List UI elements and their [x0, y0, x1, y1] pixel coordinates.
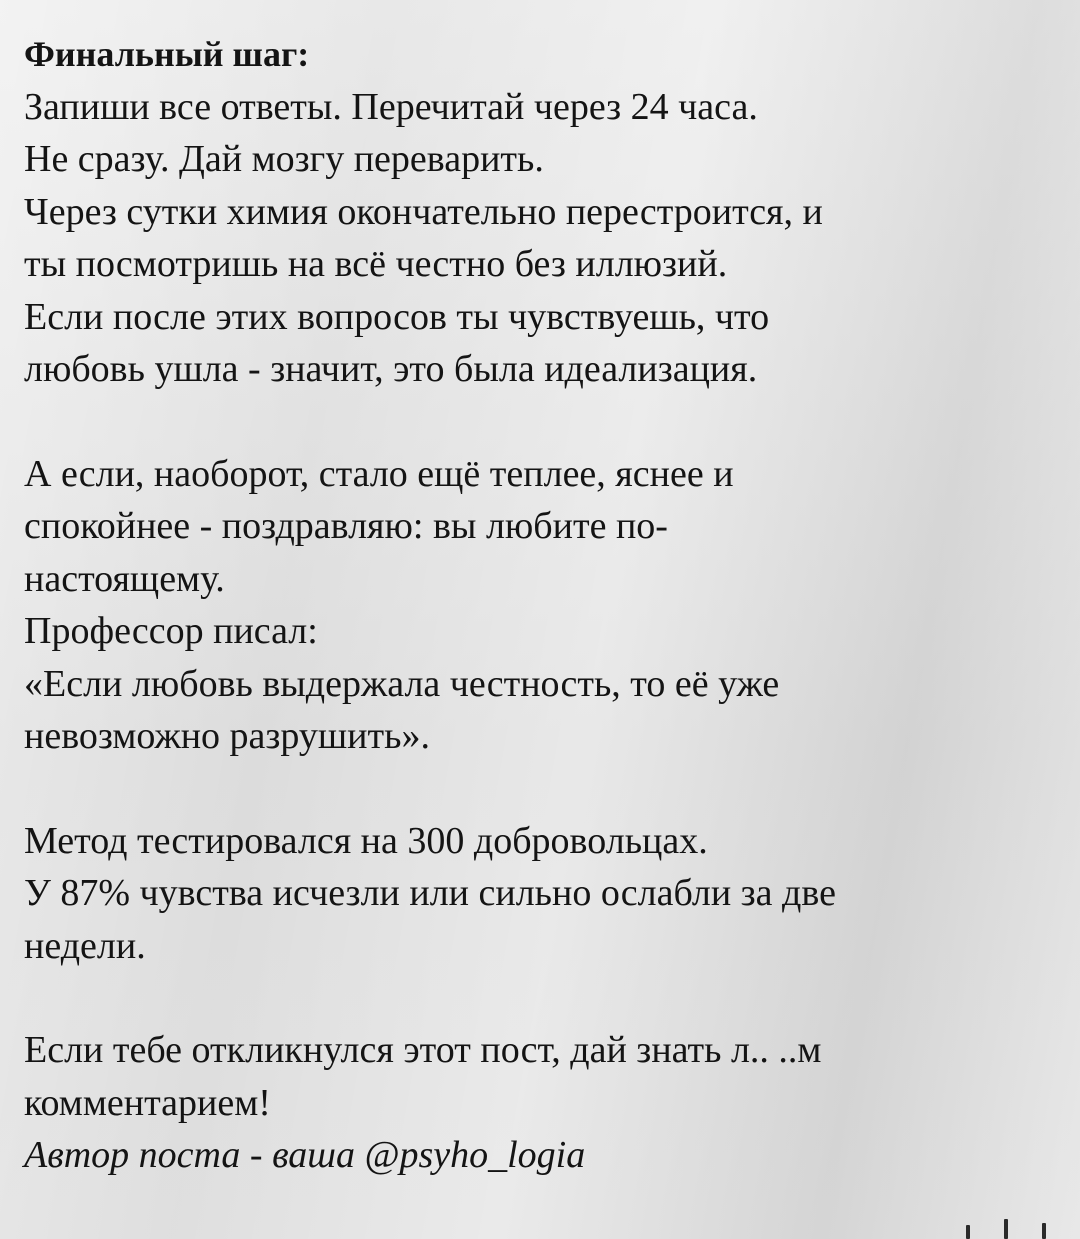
document-page — [24, 28, 1064, 1182]
paragraph-method — [24, 815, 1064, 973]
heading: Финальный шаг: — [24, 34, 310, 74]
paragraph-spacer — [24, 396, 1064, 448]
author-credit: Автор поста - ваша @psyho_logia — [24, 1134, 586, 1176]
text-line: Через сутки химия окончательно перестроится, и — [24, 190, 823, 233]
text-line: Не сразу. Дай мозгу переварить. — [24, 138, 544, 180]
text-line: Если тебе откликнулся этот пост, дай знать л.. ..м — [24, 1029, 822, 1071]
text-line: Если после этих вопросов ты чувствуешь, что — [24, 295, 770, 338]
text-line: А если, наоборот, стало ещё теплее, яснее и — [24, 452, 734, 495]
paragraph-spacer — [24, 763, 1064, 815]
paragraph-true-love — [24, 448, 1064, 763]
quote-line: «Если любовь выдержала честность, то её уже — [24, 662, 780, 705]
page-edge-marks — [946, 1217, 1066, 1239]
text-line: У 87% чувства исчезли или сильно ослабли за две — [24, 872, 836, 914]
quote-line: невозможно разрушить». — [24, 715, 430, 757]
text-line: ты посмотришь на всё честно без иллюзий. — [24, 243, 728, 285]
text-line: настоящему. — [24, 557, 225, 600]
text-line: Запиши все ответы. Перечитай через 24 часа. — [24, 85, 758, 128]
text-line: спокойнее - поздравляю: вы любите по- — [24, 505, 668, 547]
text-line: любовь ушла - значит, это была идеализация. — [24, 348, 758, 390]
paragraph-call-to-action — [24, 1024, 1064, 1129]
paragraph-spacer — [24, 972, 1064, 1024]
paragraph-final-step — [24, 81, 1064, 396]
text-line: недели. — [24, 924, 146, 967]
text-line: Метод тестировался на 300 добровольцах. — [24, 819, 708, 862]
text-line: Профессор писал: — [24, 610, 318, 652]
text-line: комментарием! — [24, 1081, 271, 1124]
